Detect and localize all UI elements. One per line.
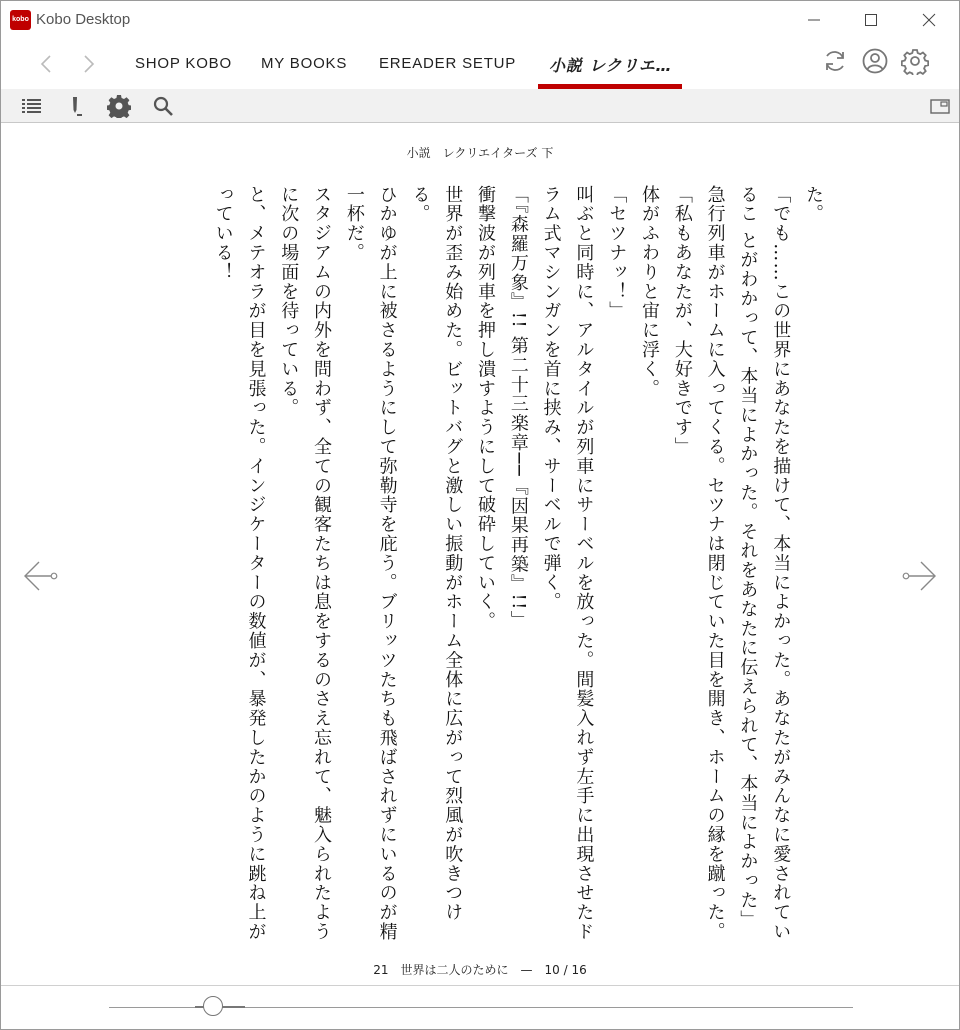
reading-settings-button[interactable]: [107, 94, 131, 118]
paragraph: 世界が歪み始めた。ビットバグと激しい振動がホーム全体に広がって烈風が吹きつける。: [409, 185, 464, 923]
paragraph: た。: [803, 185, 824, 224]
minimize-button[interactable]: [791, 5, 837, 35]
fullscreen-button[interactable]: [928, 94, 952, 118]
back-icon: [37, 53, 57, 75]
close-icon: [922, 13, 936, 27]
previous-page-icon: [21, 559, 61, 593]
main-navigation: [1, 39, 959, 89]
paragraph: 衝撃波が列車を押し潰すようにして破砕していく。: [475, 185, 497, 632]
close-button[interactable]: [906, 5, 952, 35]
book-page: [1, 123, 959, 984]
paragraph: と、メテオラが目を見張った。インジケーターの数値が、暴発したかのように跳ね上がっている！: [212, 185, 267, 942]
paragraph: 急行列車がホームに入ってくる。セツナは閉じていた目を開き、ホームの縁を蹴った。: [704, 185, 726, 942]
settings-button[interactable]: [901, 47, 929, 75]
reading-settings-icon: [107, 94, 131, 118]
maximize-button[interactable]: [848, 5, 894, 35]
annotations-icon: [63, 94, 87, 118]
back-button[interactable]: [37, 53, 57, 75]
progress-bar: [1, 985, 959, 1030]
account-icon: [861, 47, 889, 75]
paragraph: 「でも……この世界にあなたを描けて、本当によかった。あなたがみんなに愛されているこ とがわかって、本当によかった。それをあなたに伝えられて、本当によかった」: [737, 185, 792, 942]
settings-icon: [901, 47, 929, 75]
tab-ereader-setup[interactable]: EREADER SETUP: [379, 55, 517, 72]
sync-button[interactable]: [821, 47, 849, 75]
account-button[interactable]: [861, 47, 889, 75]
kobo-logo-icon: kobo: [10, 10, 31, 30]
paragraph: 「私もあなたが、大好きです」: [671, 185, 693, 457]
tab-shop-kobo[interactable]: SHOP KOBO: [135, 55, 232, 72]
forward-button[interactable]: [78, 53, 98, 75]
minimize-icon: [807, 13, 821, 27]
book-text: [119, 185, 829, 960]
paragraph: ひかゆが上に被さるようにして弥勒寺を庇う。ブリッツたちも飛ばされずにいるのが精一杯だ。: [343, 185, 398, 942]
sync-icon: [821, 47, 849, 75]
tab-current-book[interactable]: 小説 レクリエ…: [549, 56, 673, 75]
fullscreen-icon: [928, 94, 952, 118]
previous-page-button[interactable]: [21, 559, 61, 593]
reader-toolbar: [1, 89, 959, 123]
paragraph: スタジアムの内外を問わず、全ての観客たちは息をするのさえ忘れて、魅入られたように次の場面を待っている。: [278, 185, 333, 942]
annotations-button[interactable]: [63, 94, 87, 118]
paragraph: 「『森羅万象』!! 第二十三楽章──『因果再築』!!」: [507, 185, 529, 631]
next-page-icon: [899, 559, 939, 593]
next-page-button[interactable]: [899, 559, 939, 593]
title-bar: [1, 1, 959, 39]
search-icon: [151, 94, 175, 118]
page-footer: 21 世界は二人のために — 10 / 16: [373, 963, 587, 977]
tab-my-books[interactable]: MY BOOKS: [261, 55, 348, 72]
search-button[interactable]: [151, 94, 175, 118]
forward-icon: [78, 53, 98, 75]
table-of-contents-button[interactable]: [20, 94, 44, 118]
window-title: Kobo Desktop: [36, 11, 131, 28]
table-of-contents-icon: [20, 94, 44, 118]
progress-slider-thumb[interactable]: [203, 996, 223, 1016]
paragraph: 叫ぶと同時に、アルタイルが列車にサーベルを放った。間髪入れず左手に出現させたドラム式マシンガンを首に挟み、サーベルで弾く。: [540, 185, 595, 942]
paragraph: 「セツナッ！」: [606, 185, 628, 321]
maximize-icon: [864, 13, 878, 27]
running-head: 小説 レクリエイターズ 下: [406, 146, 554, 160]
paragraph: 体がふわりと宙に浮く。: [639, 185, 661, 399]
